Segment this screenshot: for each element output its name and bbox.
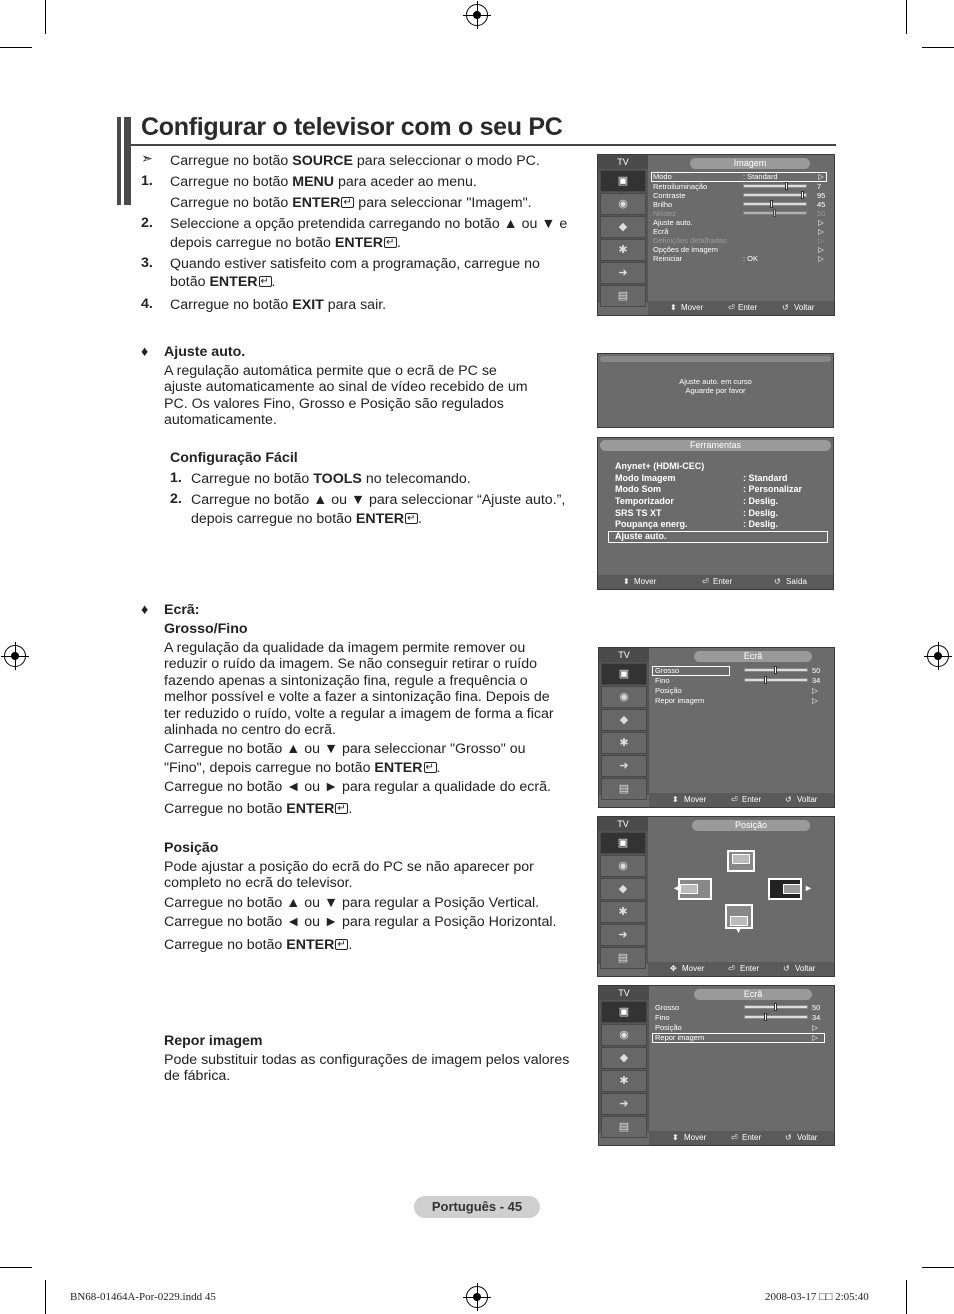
paragraph-line: Carregue no botão ENTER↵ .: [164, 800, 352, 818]
osd-footer: [649, 1131, 834, 1145]
foot-exit: Saída: [786, 577, 807, 586]
position-down-screen[interactable]: [725, 904, 753, 929]
paragraph-line: ajuste automaticamente ao sinal de vídeo recebido de um: [164, 379, 528, 395]
foot-back: Voltar: [797, 795, 818, 804]
enter-icon: ⏎: [731, 795, 738, 804]
tools-item-value: : Deslig.: [743, 508, 779, 518]
setup-icon[interactable]: ✱: [600, 239, 646, 261]
move-icon: ⬍: [623, 577, 630, 586]
osd-row[interactable]: Retroiluminação: [653, 182, 708, 191]
position-left-screen[interactable]: [678, 878, 712, 900]
tools-item-value: : Standard: [743, 473, 788, 483]
foot-enter: Enter: [742, 1133, 762, 1142]
osd-row[interactable]: Grosso: [655, 666, 680, 675]
position-up-screen[interactable]: [727, 850, 755, 872]
osd-row-value: 50: [817, 209, 826, 218]
step-4: Carregue no botão EXIT para sair.: [170, 297, 387, 313]
osd-row-value: 50: [812, 1003, 821, 1012]
facil-step-2-cont: depois carregue no botão ENTER↵ .: [191, 510, 422, 528]
foot-enter: Enter: [738, 303, 758, 312]
step-1-cont: Carregue no botão ENTER↵ para seleccionar "Imagem".: [170, 194, 532, 212]
foot-enter: Enter: [740, 964, 760, 973]
move-icon: ⬍: [672, 1133, 679, 1142]
paragraph-line: Carregue no botão ◄ ou ► para regular a qualidade do ecrã.: [164, 779, 551, 795]
osd-row: Definições detalhadas: [653, 236, 727, 245]
enter-icon: ⏎: [728, 303, 735, 312]
subsection-heading: Posição: [164, 840, 219, 856]
osd-slider-knob[interactable]: [801, 191, 804, 199]
subsection-heading: Configuração Fácil: [170, 450, 298, 466]
osd-row[interactable]: Posição: [655, 686, 682, 695]
osd-progress-dialog: [597, 353, 834, 428]
setup-icon[interactable]: ✱: [601, 1070, 647, 1092]
section-heading: Ecrã:: [164, 602, 200, 618]
input-icon[interactable]: ➜: [600, 924, 646, 946]
title-accent-bar: [117, 117, 131, 205]
input-icon[interactable]: ➜: [600, 262, 646, 284]
paragraph-line: PC. Os valores Fino, Grosso e Posição são regulados: [164, 396, 504, 412]
picture-icon[interactable]: ▣: [601, 663, 647, 685]
osd-row-value: 50: [812, 666, 821, 675]
picture-icon[interactable]: ▣: [600, 170, 646, 192]
paragraph-line: ter reduzido o ruído, volte a regular a imagem de forma a ficar: [164, 706, 554, 722]
tools-item[interactable]: Temporizador: [615, 496, 674, 506]
osd-tv-label: TV: [598, 155, 648, 169]
crop-mark: [45, 1280, 46, 1314]
osd-row[interactable]: Repor imagem: [655, 1033, 705, 1042]
osd-slider-knob: [773, 209, 776, 217]
osd-row-value: 7: [817, 182, 822, 191]
application-icon[interactable]: ▤: [600, 285, 646, 307]
tools-item[interactable]: Modo Imagem: [615, 473, 676, 483]
return-icon: ↺: [785, 795, 792, 804]
step-3-cont: botão ENTER↵ .: [170, 273, 276, 291]
paragraph-line: alinhada no centro do ecrã.: [164, 722, 336, 738]
paragraph-line: melhor possível e volte a fazer a sintonização fina. Depois de: [164, 689, 550, 705]
osd-slider: [743, 211, 807, 215]
step-3: Quando estiver satisfeito com a programação, carregue no: [170, 256, 540, 272]
crop-mark: [922, 47, 954, 48]
osd-row: Nitidez: [653, 209, 676, 218]
foot-move: Mover: [684, 1133, 707, 1142]
enter-icon: [335, 939, 348, 950]
channel-icon[interactable]: ◆: [601, 709, 647, 731]
subsection-heading: Repor imagem: [164, 1033, 263, 1049]
progress-message: Ajuste auto. em curso: [679, 377, 752, 386]
step-number: 2.: [141, 215, 153, 231]
crop-mark: [922, 1267, 954, 1268]
move-icon: ✥: [670, 964, 677, 973]
foot-back: Voltar: [797, 1133, 818, 1142]
submenu-arrow-icon: ▷: [818, 218, 824, 227]
foot-enter: Enter: [713, 577, 733, 586]
footer-file-info: BN68-01464A-Por-0229.indd 45: [70, 1291, 216, 1303]
osd-row-value: 34: [812, 676, 821, 685]
osd-imagem-menu: [597, 154, 835, 316]
submenu-arrow-icon: ▷: [812, 1023, 818, 1032]
paragraph-line: automaticamente.: [164, 412, 277, 428]
foot-move: Mover: [684, 795, 707, 804]
crop-mark: [45, 0, 46, 34]
channel-icon[interactable]: ◆: [600, 216, 646, 238]
osd-slider[interactable]: [743, 193, 807, 197]
position-right-screen[interactable]: [768, 878, 802, 900]
osd-slider[interactable]: [743, 202, 807, 206]
tools-item[interactable]: SRS TS XT: [615, 508, 662, 518]
picture-icon[interactable]: ▣: [600, 832, 646, 854]
osd-tv-label: TV: [598, 817, 648, 831]
osd-row[interactable]: Fino: [655, 1013, 670, 1022]
paragraph-line: A regulação automática permite que o ecrã de PC se: [164, 363, 497, 379]
osd-title: Ecrã: [694, 989, 812, 1000]
paragraph-line: Carregue no botão ▲ ou ▼ para seleccionar "Grosso" ou: [164, 741, 526, 757]
osd-sidebar: [599, 662, 649, 795]
page-number-badge: Português - 45: [414, 1196, 540, 1218]
osd-row-value: : Standard: [743, 172, 778, 181]
picture-icon[interactable]: ▣: [601, 1001, 647, 1023]
osd-row-value: 45: [817, 200, 826, 209]
paragraph-line: completo no ecrã do televisor.: [164, 875, 353, 891]
facil-step-1: Carregue no botão TOOLS no telecomando.: [191, 471, 471, 487]
sound-icon[interactable]: ◉: [601, 686, 647, 708]
submenu-arrow-icon: ▷: [818, 172, 824, 181]
osd-posicao-menu: [597, 816, 835, 977]
tools-item[interactable]: Ajuste auto.: [615, 531, 667, 541]
osd-row[interactable]: Reiniciar: [653, 254, 683, 263]
osd-title-bar: [600, 356, 831, 362]
crop-mark: [0, 47, 32, 48]
osd-sidebar: [598, 169, 648, 303]
osd-title: Ecrã: [694, 651, 812, 662]
osd-row[interactable]: Modo: [653, 172, 672, 181]
osd-row[interactable]: Posição: [655, 1023, 682, 1032]
submenu-arrow-icon: ▷: [818, 245, 824, 254]
osd-title: Ferramentas: [600, 440, 831, 451]
sound-icon[interactable]: ◉: [600, 193, 646, 215]
osd-sidebar: [598, 831, 648, 964]
foot-enter: Enter: [742, 795, 762, 804]
osd-row[interactable]: Opções de imagem: [653, 245, 719, 254]
osd-tv-label: TV: [599, 986, 649, 1000]
osd-row-value: : OK: [743, 254, 759, 263]
tools-item-value: : Deslig.: [743, 496, 779, 506]
osd-row-value: 34: [812, 1013, 821, 1022]
crop-mark: [0, 1267, 32, 1268]
osd-footer: [598, 575, 833, 589]
title-underline: [131, 144, 836, 146]
enter-icon: ⏎: [731, 1133, 738, 1142]
step-2: Seleccione a opção pretendida carregando no botão ▲ ou ▼ e: [170, 216, 568, 232]
arrow-right-icon[interactable]: ►: [804, 883, 813, 893]
return-icon: ↺: [774, 577, 781, 586]
foot-back: Voltar: [795, 964, 816, 973]
setup-icon[interactable]: ✱: [600, 901, 646, 923]
step-1: Carregue no botão MENU para aceder ao menu.: [170, 174, 477, 190]
paragraph-line: Carregue no botão ENTER↵ .: [164, 936, 352, 954]
input-icon[interactable]: ➜: [601, 755, 647, 777]
foot-move: Mover: [681, 303, 704, 312]
osd-slider[interactable]: [744, 1005, 808, 1009]
enter-icon: [384, 237, 397, 248]
osd-slider-knob[interactable]: [774, 666, 777, 674]
enter-icon: [424, 762, 437, 773]
osd-row[interactable]: Contraste: [653, 191, 686, 200]
osd-row[interactable]: Brilho: [653, 200, 673, 209]
enter-icon: [405, 513, 418, 524]
progress-message: Aguarde por favor: [685, 386, 746, 395]
enter-icon: [335, 803, 348, 814]
foot-back: Voltar: [794, 303, 815, 312]
enter-icon: ⏎: [728, 964, 735, 973]
osd-ecra-menu: [598, 647, 835, 808]
foot-move: Mover: [682, 964, 705, 973]
step-number: 2.: [170, 491, 182, 507]
osd-row[interactable]: Ajuste auto.: [653, 218, 693, 227]
section-heading: Ajuste auto.: [164, 344, 246, 360]
step-2-cont: depois carregue no botão ENTER↵ .: [170, 234, 401, 252]
arrow-left-icon[interactable]: ◄: [672, 883, 681, 893]
osd-slider-knob[interactable]: [770, 200, 773, 208]
osd-slider[interactable]: [744, 678, 808, 682]
osd-row[interactable]: Ecrã: [653, 227, 669, 236]
paragraph-line: Pode ajustar a posição do ecrã do PC se não aparecer por: [164, 859, 534, 875]
paragraph-line: de fábrica.: [164, 1068, 231, 1084]
channel-icon[interactable]: ◆: [600, 878, 646, 900]
osd-row[interactable]: Repor imagem: [655, 696, 705, 705]
osd-slider-knob[interactable]: [785, 182, 788, 190]
osd-title: Imagem: [690, 158, 810, 169]
osd-tools-menu: [597, 437, 834, 590]
osd-row-value: 95: [817, 191, 826, 200]
diamond-bullet-icon: ♦: [141, 344, 149, 360]
facil-step-2: Carregue no botão ▲ ou ▼ para seleccionar “Ajuste auto.”,: [191, 492, 566, 508]
step-number: 4.: [141, 296, 153, 312]
osd-slider[interactable]: [743, 184, 807, 188]
osd-row[interactable]: Fino: [655, 676, 670, 685]
sound-icon[interactable]: ◉: [601, 1024, 647, 1046]
osd-slider[interactable]: [744, 1015, 808, 1019]
enter-icon: [341, 197, 354, 208]
application-icon[interactable]: ▤: [601, 778, 647, 800]
osd-slider-knob[interactable]: [774, 1003, 777, 1011]
osd-tv-label: TV: [599, 648, 649, 662]
tools-item[interactable]: Modo Som: [615, 484, 661, 494]
application-icon[interactable]: ▤: [600, 947, 646, 969]
tools-item[interactable]: Poupança energ.: [615, 519, 688, 529]
osd-title: Posição: [692, 820, 810, 831]
osd-slider[interactable]: [744, 668, 808, 672]
registration-mark-icon: [466, 1286, 488, 1308]
step-number: 1.: [141, 173, 153, 189]
arrow-bullet-icon: ➣: [141, 151, 153, 167]
submenu-arrow-icon: ▷: [818, 254, 824, 263]
diamond-bullet-icon: ♦: [141, 602, 149, 618]
osd-ecra-menu: [598, 985, 835, 1146]
setup-icon[interactable]: ✱: [601, 732, 647, 754]
crop-mark: [906, 1280, 907, 1314]
application-icon[interactable]: ▤: [601, 1116, 647, 1138]
paragraph-line: "Fino", depois carregue no botão ENTER↵ .: [164, 759, 440, 777]
osd-footer: [648, 962, 834, 976]
sound-icon[interactable]: ◉: [600, 855, 646, 877]
footer-timestamp: 2008-03-17 □□ 2:05:40: [765, 1291, 869, 1303]
paragraph-line: Pode substituir todas as configurações de imagem pelos valores: [164, 1052, 570, 1068]
submenu-arrow-icon: ▷: [818, 236, 824, 245]
osd-sidebar: [599, 1000, 649, 1133]
input-icon[interactable]: ➜: [601, 1093, 647, 1115]
paragraph-line: Carregue no botão ◄ ou ► para regular a Posição Horizontal.: [164, 914, 557, 930]
channel-icon[interactable]: ◆: [601, 1047, 647, 1069]
step-source: Carregue no botão SOURCE para seleccionar o modo PC.: [170, 153, 540, 169]
tools-item-value: : Personalizar: [743, 484, 803, 494]
registration-mark-icon: [927, 645, 949, 667]
arrow-down-icon[interactable]: ▼: [735, 928, 742, 935]
tools-item-value: : Deslig.: [743, 519, 779, 529]
osd-footer: [648, 301, 834, 315]
submenu-arrow-icon: ▷: [812, 696, 818, 705]
return-icon: ↺: [785, 1133, 792, 1142]
move-icon: ⬍: [670, 303, 677, 312]
registration-mark-icon: [466, 4, 488, 26]
tools-item[interactable]: Anynet+ (HDMI-CEC): [615, 461, 705, 471]
move-icon: ⬍: [672, 795, 679, 804]
paragraph-line: reduzir o ruído da imagem. Se não conseguir retirar o ruído: [164, 656, 538, 672]
osd-slider-knob[interactable]: [764, 676, 767, 684]
submenu-arrow-icon: ▷: [812, 1033, 818, 1042]
osd-selection: [651, 172, 827, 182]
osd-row[interactable]: Grosso: [655, 1003, 680, 1012]
paragraph-line: Carregue no botão ▲ ou ▼ para regular a Posição Vertical.: [164, 895, 540, 911]
return-icon: ↺: [783, 964, 790, 973]
step-number: 3.: [141, 255, 153, 271]
registration-mark-icon: [4, 645, 26, 667]
osd-footer: [649, 793, 834, 807]
enter-icon: [259, 276, 272, 287]
step-number: 1.: [170, 470, 182, 486]
submenu-arrow-icon: ▷: [812, 686, 818, 695]
foot-move: Mover: [634, 577, 657, 586]
subsection-heading: Grosso/Fino: [164, 621, 248, 637]
crop-mark: [906, 0, 907, 34]
osd-slider-knob[interactable]: [764, 1013, 767, 1021]
paragraph-line: A regulação da qualidade da imagem permite remover ou: [164, 640, 526, 656]
paragraph-line: fazendo apenas a sintonização fina, regule a frequência o: [164, 673, 528, 689]
page-title: Configurar o televisor com o seu PC: [141, 113, 563, 141]
submenu-arrow-icon: ▷: [818, 227, 824, 236]
enter-icon: ⏎: [702, 577, 709, 586]
return-icon: ↺: [782, 303, 789, 312]
